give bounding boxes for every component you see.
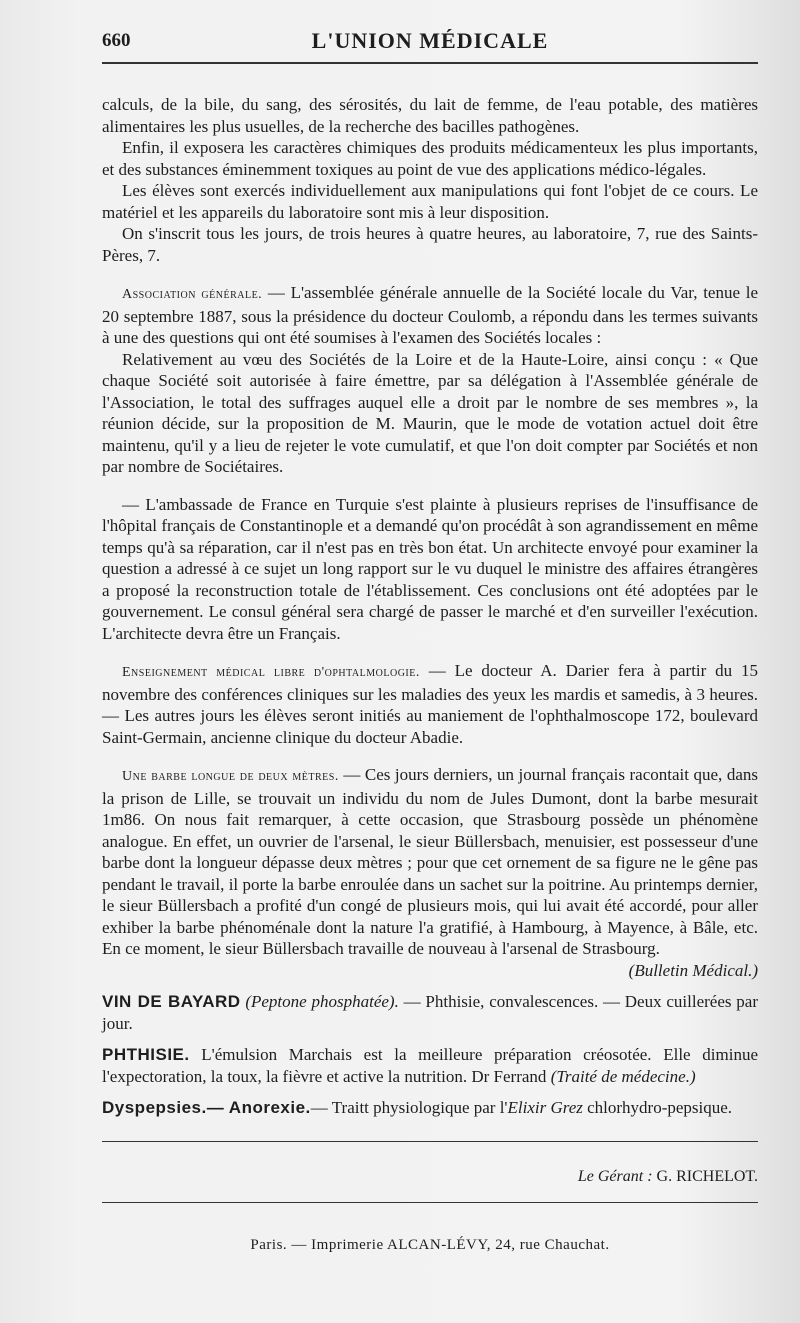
- ad-product-name: VIN DE BAYARD: [102, 992, 241, 1011]
- ad-product-name: Dyspepsies.— Anorexie.: [102, 1098, 311, 1117]
- ad-product-name: PHTHISIE.: [102, 1045, 190, 1064]
- paragraph-text: — Ces jours derniers, un journal français racontait que, dans la prison de Lille, se trouvait un individu du nom de Jules Dumont, dont la barbe mesurait 1m86. On nous fait remarquer, à cette occasion, que Strasbourg possède un phénomène analogue. En effet, un ouvrier de l'arsenal, le sieur Büllersbach, menuisier, est possesseur d'une barbe dont la longueur dépasse deux mètres ; pour que cet ornement de sa figure ne le gêne pas pendant le travail, il porte la barbe enroulée dans un sachet sur la poitrine. Au printemps dernier, le sieur Büllersbach a profité d'un congé de plusieurs mois, qui lui avait été accordé, pour aller exhiber la barbe phénoménale dont la nature l'a gratifié, à Hambourg, à Mayence, à Bâle, etc. En ce moment, le sieur Büllersbach travaille de nouveau à l'arsenal de Strasbourg.: [102, 765, 758, 958]
- printer-imprint: Paris. — Imprimerie ALCAN-LÉVY, 24, rue Chauchat.: [250, 1236, 610, 1253]
- paragraph: Enfin, il exposera les caractères chimiques des produits médicamenteux les plus importants, et des substances éminemment toxiques au point de vue des applications médico-légales.: [102, 138, 758, 179]
- ad-brand: Elixir Grez: [507, 1098, 583, 1117]
- ad-source: (Traité de médecine.): [550, 1066, 696, 1086]
- section-heading: Une barbe longue de deux mètres.: [122, 769, 339, 784]
- ad-text: chlorhydro-pepsique.: [582, 1098, 733, 1117]
- paragraph: On s'inscrit tous les jours, de trois heures à quatre heures, au laboratoire, 7, rue des Saints-Pères, 7.: [102, 224, 758, 265]
- article-column: [102, 94, 758, 981]
- ambassade-notice: — L'ambassade de France en Turquie s'est plainte à plusieurs reprises de l'insuffisance de l'hôpital français de Constantinople et a demandé qu'on procédât à son agrandissement en même temps qu'à sa réparation, car il n'est pas en très bon état. Un architecte envoyé pour examiner la question a adressé à ce sujet un long rapport sur le vu duquel le ministre des affaires étrangères a proposé la reconstruction totale de l'établissement. Ces conclusions ont été adoptées par le gouvernement. Le consul général sera chargé de passer le marché et d'en surveiller l'exécution. L'architecte devra être un Français.: [102, 494, 758, 643]
- ad-phthisie: [102, 1044, 758, 1087]
- gerant-label: Le Gérant :: [577, 1167, 653, 1185]
- gerant-name: G. RICHELOT.: [652, 1167, 758, 1185]
- ophtalmology-notice: [102, 660, 758, 748]
- ad-text: L'émulsion Marchais est la meilleure préparation créosotée. Elle diminue l'expectoration, la toux, la fièvre et active la nutrition. Dr Ferrand: [102, 1045, 758, 1086]
- page-header: [102, 22, 758, 60]
- ad-vin-bayard: [102, 991, 758, 1034]
- header-rule: [102, 62, 758, 64]
- paragraph: calculs, de la bile, du sang, des sérosités, du lait de femme, de l'eau potable, des matières alimentaires les plus usuelles, de la recherche des bacilles pathogènes.: [102, 95, 758, 136]
- paragraph: Les élèves sont exercés individuellement aux manipulations qui font l'objet de ce cours. Le matériel et les appareils du laboratoire sont mis à leur disposition.: [102, 181, 758, 222]
- footer-rule: [102, 1141, 758, 1142]
- ad-text: — Phthisie, convalescences. — Deux cuillerées par jour.: [102, 992, 758, 1033]
- gerant-signature: [102, 1168, 758, 1186]
- association-notice: [102, 282, 758, 349]
- paragraph-text: — L'assemblée générale annuelle de la Société locale du Var, tenue le 20 septembre 1887, sous la présidence du docteur Coulomb, a répondu dans les termes suivants à une des questions qui ont été soumises à l'examen des Sociétés locales :: [102, 283, 759, 347]
- page-number: 660: [102, 30, 131, 51]
- source-citation: (Bulletin Médical.): [628, 960, 758, 980]
- journal-title: L'UNION MÉDICALE: [311, 28, 549, 53]
- paragraph-text: — Le docteur A. Darier fera à partir du 15 novembre des conférences cliniques sur les maladies des yeux les mardis et samedis, à 3 heures. — Les autres jours les élèves seront initiés au maniement de l'ophthalmoscope 172, boulevard Saint-Germain, ancienne clinique du docteur Abadie.: [102, 661, 758, 747]
- paragraph: Relativement au vœu des Sociétés de la Loire et de la Haute-Loire, ainsi conçu : « Que chaque Société soit autorisée à faire émettre, par sa délégation à l'Assemblée générale de l'Association, le total des suffrages auquel elle a droit par le nombre de ses membres », la réunion décide, sur la proposition de M. Maurin, que le mode de votation actuel doit être maintenu, qu'il y a lieu de rejeter le vote cumulatif, et que l'on doit compter par Sociétés et non par nombre de Sociétaires.: [102, 349, 758, 476]
- ad-dyspepsies: [102, 1097, 758, 1119]
- ad-subtitle: (Peptone phosphatée).: [240, 992, 399, 1011]
- section-heading: Association générale.: [122, 287, 263, 302]
- footer-rule-bottom: [102, 1202, 758, 1203]
- section-heading: Enseignement médical libre d'ophtalmologie.: [122, 665, 420, 680]
- barbe-notice: [102, 764, 758, 960]
- ad-text: — Traitt physiologique par l': [310, 1098, 508, 1117]
